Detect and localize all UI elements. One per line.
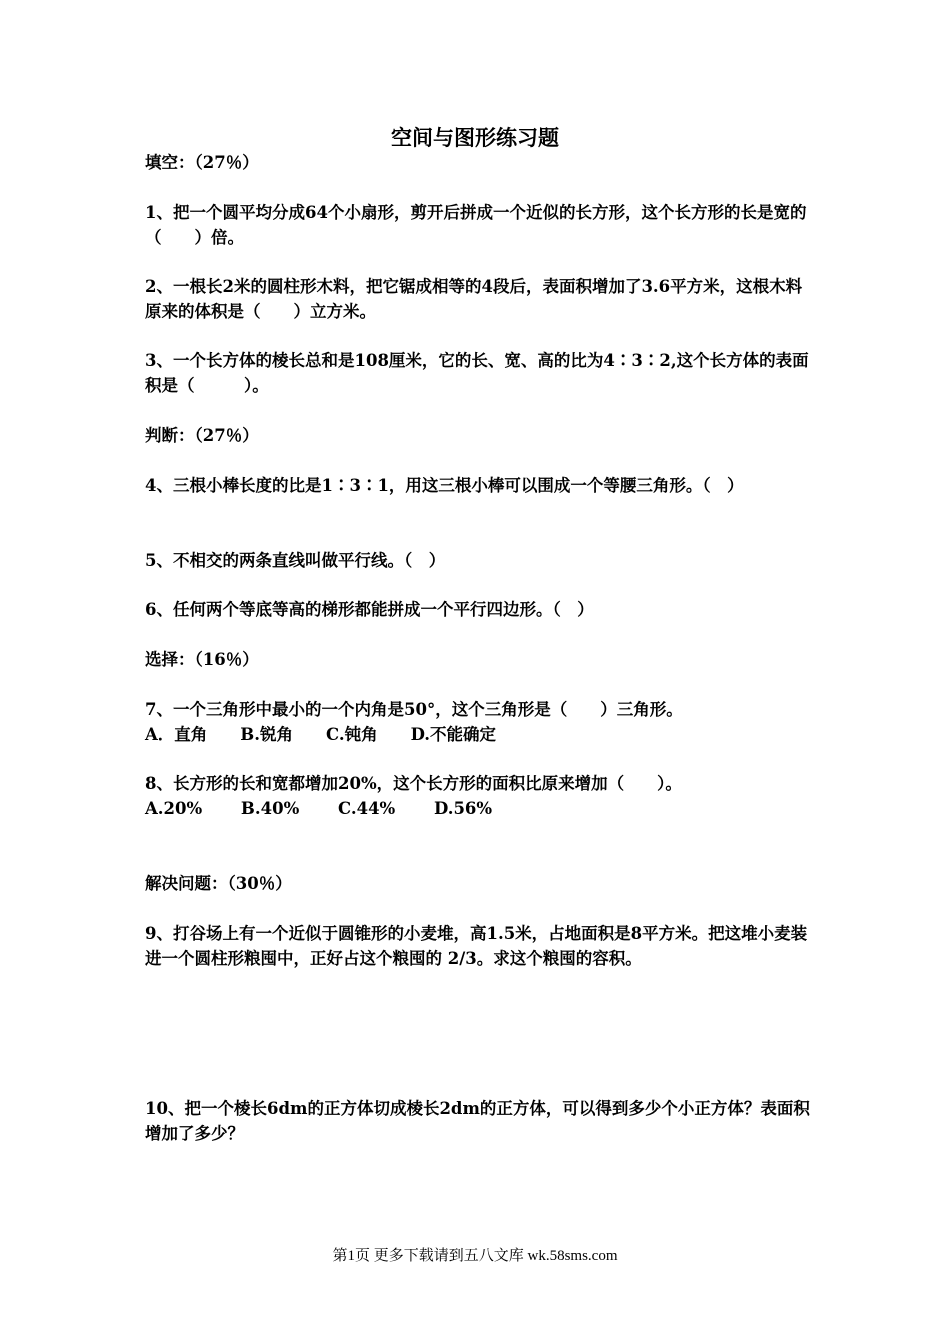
question-10 — [145, 1096, 813, 1146]
question-text: 7、一个三角形中最小的一个内角是50°，这个三角形是（ ）三角形。 — [145, 700, 683, 719]
question-text: 5、不相交的两条直线叫做平行线。（ ） — [145, 551, 446, 570]
question-5 — [145, 548, 813, 573]
section-choice-heading — [145, 647, 813, 672]
answer-options: A.20% B.40% C.44% D.56% — [145, 799, 493, 818]
answer-options: A．直角 B.锐角 C.钝角 D.不能确定 — [145, 725, 497, 744]
question-text: 6、任何两个等底等高的梯形都能拼成一个平行四边形。（ ） — [145, 600, 594, 619]
question-text: 3、一个长方体的棱长总和是108厘米，它的长、宽、高的比为4∶3∶2,这个长方体的表面积是（ ）。 — [145, 351, 809, 395]
question-text: 9、打谷场上有一个近似于圆锥形的小麦堆，高1.5米，占地面积是8平方米。把这堆小麦装进一个圆柱形粮囤中，正好占这个粮囤的 2/3。求这个粮囤的容积。 — [145, 924, 808, 968]
section-true-false-heading — [145, 423, 813, 448]
page-footer: 第1页 更多下载请到五八文库 wk.58sms.com — [332, 1248, 618, 1264]
section-heading: 选择：（16％） — [145, 650, 259, 669]
question-2 — [145, 274, 813, 324]
question-text: 1、把一个圆平均分成64个小扇形，剪开后拼成一个近似的长方形，这个长方形的长是宽的（ ）倍。 — [145, 203, 807, 247]
section-fill-blank-heading — [145, 150, 813, 175]
question-text: 4、三根小棒长度的比是1∶3∶1，用这三根小棒可以围成一个等腰三角形。（ ） — [145, 476, 744, 495]
question-9 — [145, 921, 813, 971]
question-8 — [145, 771, 813, 821]
section-heading: 判断：（27％） — [145, 426, 259, 445]
question-1 — [145, 200, 813, 250]
question-4 — [145, 473, 813, 498]
question-3 — [145, 348, 813, 398]
question-7 — [145, 697, 813, 747]
question-text: 2、一根长2米的圆柱形木料，把它锯成相等的4段后，表面积增加了3.6平方米，这根木料原来的体积是（ ）立方米。 — [145, 277, 803, 321]
page-title: 空间与图形练习题 — [391, 125, 559, 150]
section-heading: 解决问题：（30％） — [145, 874, 292, 893]
section-heading: 填空：（27％） — [145, 153, 259, 172]
question-6 — [145, 597, 813, 622]
question-text: 10、把一个棱长6dm的正方体切成棱长2dm的正方体，可以得到多少个小正方体？表面积增加了多少？ — [145, 1099, 810, 1143]
section-solve-heading — [145, 871, 813, 896]
question-text: 8、长方形的长和宽都增加20%，这个长方形的面积比原来增加（ ）。 — [145, 774, 682, 793]
